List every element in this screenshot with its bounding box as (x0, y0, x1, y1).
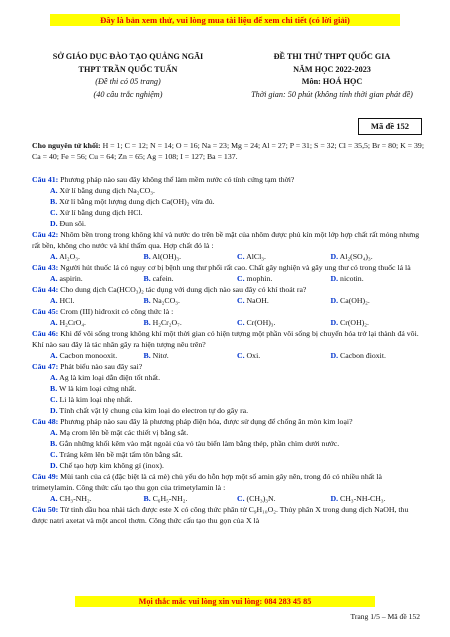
question (32, 284, 424, 306)
answer-option[interactable] (32, 218, 424, 229)
exam-header (232, 51, 432, 101)
question-number: Câu 44: (32, 285, 59, 294)
option-letter: D. (330, 351, 339, 360)
answer-option[interactable] (32, 438, 424, 449)
question-stem (32, 229, 424, 251)
answer-option[interactable] (32, 394, 424, 405)
question-text: Phương pháp nào sau đây là phương pháp điện hóa, được sử dụng để chống ăn mòn kim loại? (58, 417, 353, 426)
question-count-note: (40 câu trắc nghiệm) (93, 89, 163, 99)
option-text: Al(OH)₃. (150, 252, 182, 261)
preview-banner[interactable]: Đây là bản xem thử, vui lòng mua tài liệu để xem chi tiết (có lời giải) (50, 14, 400, 26)
option-letter: A. (50, 351, 58, 360)
answer-options-row (32, 273, 424, 284)
option-letter: A. (50, 318, 58, 327)
option-text: Xử lí bằng dung dịch HCl. (57, 208, 143, 217)
option-text: Oxi. (244, 351, 261, 360)
answer-option[interactable] (32, 196, 424, 207)
answer-options-row (32, 295, 424, 306)
question-text: Nhôm bền trong trong không khí và nước do trên bề mặt của nhôm được phủ kín một lớp hợp chất rất mỏng nhưng rất bền, không cho nước và khí thấm qua. Hợp chất đó là : (32, 230, 420, 250)
option-text: Nitơ. (150, 351, 169, 360)
question-stem (32, 262, 424, 273)
question-number: Câu 47: (32, 362, 59, 371)
option-text: Cr(OH)₃. (244, 318, 276, 327)
option-text: Xử lí bằng một lượng dung dịch Ca(OH)₂ vừa đủ. (57, 197, 215, 206)
answer-option[interactable] (50, 295, 144, 306)
question-number: Câu 46: (32, 329, 59, 338)
exam-title: ĐỀ THI THỬ THPT QUỐC GIA (273, 52, 391, 61)
question-stem (32, 471, 424, 493)
option-letter: C. (50, 395, 58, 404)
option-letter: A. (50, 252, 58, 261)
department-name: SỞ GIÁO DỤC ĐÀO TẠO QUẢNG NGÃI (52, 52, 204, 61)
question (32, 328, 424, 361)
option-letter: A. (50, 373, 58, 382)
question (32, 504, 424, 526)
option-letter: A. (50, 494, 58, 503)
option-text: aspirin. (57, 274, 83, 283)
answer-option[interactable] (237, 273, 331, 284)
answer-option[interactable] (32, 405, 424, 416)
option-letter: C. (237, 296, 245, 305)
question (32, 361, 424, 416)
option-letter: C. (50, 208, 58, 217)
option-text: Al₂(SO₄)₃. (338, 252, 373, 261)
option-text: Ca(OH)₂. (338, 296, 370, 305)
answer-option[interactable] (144, 493, 238, 504)
answer-option[interactable] (144, 251, 238, 262)
answer-option[interactable] (331, 317, 425, 328)
answer-option[interactable] (237, 493, 331, 504)
option-text: (CH₃)₃N. (244, 494, 276, 503)
question-number: Câu 49: (32, 472, 59, 481)
answer-option[interactable] (331, 295, 425, 306)
option-letter: A. (50, 186, 58, 195)
option-text: H₂Cr₂O₇. (150, 318, 182, 327)
school-header (28, 51, 228, 101)
answer-options-row (32, 317, 424, 328)
answer-option[interactable] (32, 427, 424, 438)
option-letter: A. (50, 274, 58, 283)
question-text: Crom (III) hiđroxit có công thức là : (58, 307, 174, 316)
option-letter: C. (237, 494, 245, 503)
contact-footer[interactable]: Mọi thắc mắc vui lòng xin vui lòng: 084 283 45 85 (75, 596, 375, 607)
option-text: nicotin. (338, 274, 364, 283)
question-number: Câu 43: (32, 263, 59, 272)
question-text: Phương pháp nào sau đây không thể làm mềm nước có tính cứng tạm thời? (58, 175, 295, 184)
answer-option[interactable] (32, 207, 424, 218)
option-letter: B. (143, 318, 151, 327)
option-text: Cacbon đioxit. (338, 351, 386, 360)
answer-option[interactable] (50, 350, 144, 361)
option-letter: B. (143, 252, 151, 261)
option-text: Tráng kẽm lên bề mặt tấm tôn bằng sắt. (57, 450, 183, 459)
question-stem (32, 328, 424, 350)
question-number: Câu 41: (32, 175, 59, 184)
answer-option[interactable] (144, 273, 238, 284)
page-number: Trang 1/5 – Mã đề 152 (350, 612, 420, 621)
option-letter: B. (143, 274, 151, 283)
subject: Môn: HOÁ HỌC (301, 77, 363, 86)
atomic-mass-values: H = 1; C = 12; N = 14; O = 16; Na = 23; Mg = 24; Al = 27; P = 31; S = 32; Cl = 35,5; Br = 80; K = 39; Ca = 40; Fe = 56; Cu = 64; Zn = 65; Ag = 108; I = 127; Ba = 137. (32, 141, 424, 161)
answer-options-row (32, 350, 424, 361)
option-text: Gắn những khối kẽm vào mặt ngoài của vỏ tàu biển làm bằng thép, phần chìm dưới nước. (57, 439, 340, 448)
answer-option[interactable] (237, 350, 331, 361)
question (32, 262, 424, 284)
atomic-mass-note (32, 140, 424, 162)
option-text: H₂CrO₄. (57, 318, 86, 327)
option-letter: B. (143, 296, 151, 305)
option-letter: C. (237, 274, 245, 283)
option-text: C₆H₅-NH₂. (150, 494, 188, 503)
answer-option[interactable] (50, 493, 144, 504)
page-count-note: (Đề thi có 05 trang) (95, 77, 161, 86)
option-text: Chế tạo hợp kim không gỉ (inox). (57, 461, 164, 470)
option-text: HCl. (57, 296, 75, 305)
answer-option[interactable] (144, 350, 238, 361)
option-letter: D. (330, 274, 339, 283)
answer-option[interactable] (32, 449, 424, 460)
option-text: Al₂O₃. (57, 252, 80, 261)
question-text: Từ tinh dầu hoa nhài tách được este X có công thức phân tử C₉H₁₀O₂. Thủy phân X trong dung dịch NaOH, thu được natri axetat và một ancol thơm. Công thức cấu tạo thu gọn của X là (32, 505, 409, 525)
option-text: mophin. (244, 274, 273, 283)
question-stem (32, 416, 424, 427)
question-text: Mùi tanh của cá (đặc biệt là cá mè) chủ yếu do hỗn hợp một số amin gây nên, trong đó có nhiều nhất là trimetylamin. Công thức cấu tạo thu gọn của trimetylamin là : (32, 472, 382, 492)
option-text: Ag là kim loại dẫn điện tốt nhất. (57, 373, 161, 382)
option-letter: A. (50, 428, 58, 437)
option-text: Tính chất vật lý chung của kim loại do electron tự do gây ra. (57, 406, 249, 415)
option-letter: C. (237, 351, 245, 360)
question (32, 471, 424, 504)
option-letter: B. (50, 439, 58, 448)
answer-option[interactable] (32, 185, 424, 196)
option-letter: D. (330, 318, 339, 327)
answer-option[interactable] (50, 273, 144, 284)
question-number: Câu 45: (32, 307, 59, 316)
option-letter: D. (330, 494, 339, 503)
question-number: Câu 48: (32, 417, 59, 426)
answer-option[interactable] (237, 251, 331, 262)
option-text: Cr(OH)₂. (338, 318, 369, 327)
answer-option[interactable] (144, 295, 238, 306)
option-letter: D. (330, 296, 339, 305)
answer-option[interactable] (331, 493, 425, 504)
time-limit: Thời gian: 50 phút (không tính thời gian phát đề) (251, 89, 413, 99)
question (32, 306, 424, 328)
option-letter: D. (50, 461, 58, 470)
option-letter: D. (330, 252, 339, 261)
option-letter: C. (237, 318, 245, 327)
option-text: Đun sôi. (57, 219, 86, 228)
question-text: Phát biểu nào sau đây sai? (58, 362, 143, 371)
answer-option[interactable] (144, 317, 238, 328)
option-letter: D. (50, 406, 58, 415)
question-number: Câu 50: (32, 505, 59, 514)
atomic-mass-label: Cho nguyên tử khối: (32, 141, 101, 150)
option-text: cafein. (150, 274, 174, 283)
school-name: THPT TRẦN QUỐC TUẤN (78, 64, 178, 74)
question-stem (32, 504, 424, 526)
option-text: Xử lí bằng dung dịch Na₂CO₃. (57, 186, 155, 195)
answer-option[interactable] (237, 295, 331, 306)
answer-options-row (32, 251, 424, 262)
question-stem (32, 361, 424, 372)
question (32, 416, 424, 471)
answer-options-row (32, 493, 424, 504)
answer-option[interactable] (32, 383, 424, 394)
question-text: Người hút thuốc lá có nguy cơ bị bệnh ung thư phổi rất cao. Chất gây nghiện và gây ung thư có trong thuốc lá là (58, 263, 411, 272)
option-letter: B. (50, 384, 58, 393)
option-text: Li là kim loại nhẹ nhất. (57, 395, 133, 404)
option-text: AlCl₃. (244, 252, 266, 261)
answer-option[interactable] (331, 273, 425, 284)
answer-option[interactable] (237, 317, 331, 328)
question-stem (32, 306, 424, 317)
option-letter: A. (50, 296, 58, 305)
answer-option[interactable] (50, 251, 144, 262)
option-text: Cacbon monooxit. (57, 351, 118, 360)
option-text: Na₂CO₃. (150, 296, 180, 305)
option-letter: C. (50, 450, 58, 459)
answer-option[interactable] (331, 350, 425, 361)
option-text: Mạ crom lên bề mặt các thiết vị bằng sắt. (57, 428, 189, 437)
question-stem (32, 284, 424, 295)
option-letter: B. (50, 197, 58, 206)
question-number: Câu 42: (32, 230, 59, 239)
school-year: NĂM HỌC 2022-2023 (293, 64, 371, 74)
question (32, 174, 424, 229)
option-letter: B. (143, 351, 151, 360)
option-text: CH₃-NH-CH₃. (338, 494, 386, 503)
option-text: W là kim loại cứng nhất. (57, 384, 137, 393)
question-list (32, 174, 424, 526)
option-letter: B. (143, 494, 151, 503)
option-letter: D. (50, 219, 58, 228)
exam-code-box: Mã đề 152 (358, 118, 422, 135)
answer-option[interactable] (32, 372, 424, 383)
option-text: NaOH. (244, 296, 269, 305)
answer-option[interactable] (331, 251, 425, 262)
answer-option[interactable] (32, 460, 424, 471)
answer-option[interactable] (50, 317, 144, 328)
question-stem (32, 174, 424, 185)
question-text: Cho dung dịch Ca(HCO₃)₂ tác dụng với dung dịch nào sau đây có khí thoát ra? (58, 285, 307, 294)
option-text: CH₃-NH₂. (57, 494, 92, 503)
question (32, 229, 424, 262)
question-text: Khi để vôi sống trong không khí một thời gian có hiện tượng một phần vôi sống bị chuyển hóa trở lại thành đá vôi. Khí nào sau đây là tác nhân gây ra hiện tượng nêu trên? (32, 329, 419, 349)
option-letter: C. (237, 252, 245, 261)
